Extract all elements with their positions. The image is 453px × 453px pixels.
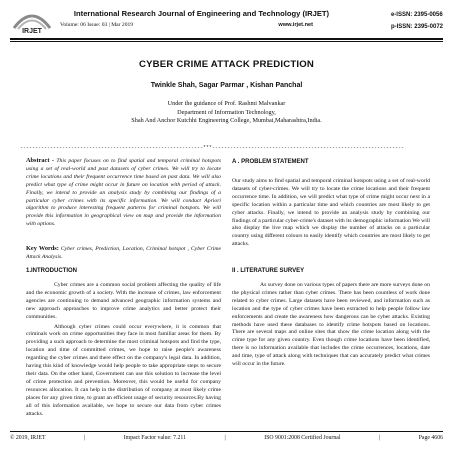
keywords bbox=[26, 245, 221, 262]
copyright: © 2019, IRJET bbox=[10, 435, 46, 441]
abstract-text: This paper focuses on to find spatial and temporal criminal hotspots using a set of real-world and past datasets of cyber crimes. We will try to locate crime locations and their frequent occurrence time based on past data. We will also predict what type of crime might occur in future on location with period of attack. Finally, we intend to provide an analysis study by combining our findings of a particular cyber crimes with its specific information. We will conduct Apriori algorithm to produce interesting frequent patterns for criminal hotspots. We will provide this information in geographical view on map and provide the information with options. bbox=[26, 158, 221, 228]
literature-survey-paragraph: As survey done on various types of papers there are more surveys done on the physical crimes rather than cyber crimes. There has been countless of work done related to cyber crimes. Large datasets have been reviewed, and information such as location and the type of cyber crimes have been extracted to help people follow law enforcements and create the awareness how dangerous can be cyber attacks. Existing methods have used these databases to identify crime hotspots based on locations. There are several maps and online sites that show the crime location along with the crime type for any given country. Even though crime locations have been identified, there is no information available that includes the crime occurrences, locations, date and time, type of attack along with techniques that can accurately predict what crimes will occur in the future. bbox=[232, 282, 430, 368]
problem-statement-heading: A . PROBLEM STATEMENT bbox=[232, 159, 309, 165]
journal-header bbox=[10, 8, 443, 38]
department-line: Department of Information Technology, bbox=[177, 108, 276, 116]
journal-website[interactable]: www.irjet.net bbox=[278, 22, 313, 28]
abstract-label: Abstract - bbox=[26, 157, 54, 164]
paper-authors: Twinkle Shah, Sagar Parmar , Kishan Panchal bbox=[150, 82, 303, 89]
keywords-text: Cyber crimes, Prediction, Location, Criminal hotspot , Cyber Crime Attack Analysis. bbox=[26, 246, 221, 260]
introduction-paragraph-2: Although cyber crimes could occur everywhere, it is common that criminals work on crime opportunities they face in most familiar areas for them. By providing a such approach to determine the most criminal hotspots and find the type, location and time of committed crimes, we hope to raise people's awareness regarding the cyber crimes and there effect on the company's legal data. In addition, having this kind of knowledge would help people to take appropriate steps to secure their data. On the other hand, Government can use this solution to increase the level of crime protection and prevention. Moreover, this would be useful for company resources allocation. It can help in the distribution of company at most likely crime places for any given time, to grant an efficient usage of security resources.By having all of this information available, we hope to secure our data from cyber crimes attacks. bbox=[26, 323, 221, 417]
college-line: Shah And Anchor Kutchhi Engineering College, Mumbai,Maharashtra,India. bbox=[131, 117, 322, 125]
introduction-paragraph-1: Cyber crimes are a common social problem affecting the quality of life and the economic growth of a society. With the increase of crimes, law enforcement agencies are continuing to demand advanced geographic information systems and new approach approaches to improve crime analytics and better protect their communities. bbox=[26, 282, 221, 320]
introduction-heading: 1.INTRODUCTION bbox=[26, 268, 77, 274]
section-separator: -------------------------------------------------------------***---------------------------------------------------------------- bbox=[20, 145, 405, 151]
eissn: e-ISSN: 2395-0056 bbox=[390, 12, 443, 18]
irjet-logo bbox=[10, 8, 54, 34]
paper-title: CYBER CRIME ATTACK PREDICTION bbox=[138, 59, 315, 70]
impact-factor: Impact Factor value: 7.211 bbox=[123, 435, 186, 441]
introduction-body bbox=[26, 282, 221, 418]
keywords-label: Key Words: bbox=[26, 245, 59, 252]
journal-meta bbox=[60, 22, 343, 28]
pissn: p-ISSN: 2395-0072 bbox=[390, 24, 443, 30]
svg-text:IRJET: IRJET bbox=[22, 28, 42, 34]
issn-block bbox=[391, 9, 443, 33]
problem-statement-body: Our study aims to find spatial and temporal criminal hotspots using a set of real-world datasets of cyber-crimes. We will try to locate the crime locations and their frequent occurrence time. In addition, we will predict what type of crime might occur next in a specific location within a particular time and which countries are most likely to get cyber attacks. Finally, we intend to provide an analysis study by combining our findings of a particular cyber-crime's dataset with its demographic information We will also display the live map which we display the number of attacks on a particular country using different colours to easily identify which countries are most likely to get attacks. bbox=[232, 178, 430, 248]
journal-name: International Research Journal of Engineering and Technology (IRJET) bbox=[73, 9, 330, 18]
guidance-line: Under the guidance of Prof. Rashmi Malvankar bbox=[167, 100, 286, 107]
iso-certification: ISO 9001:2008 Certified Journal bbox=[264, 435, 341, 441]
literature-survey-body bbox=[232, 282, 430, 369]
volume-issue: Volume: 06 Issue: 03 | Mar 2019 bbox=[60, 22, 134, 28]
affiliation bbox=[0, 100, 453, 126]
footer-rule bbox=[10, 431, 443, 432]
abstract bbox=[26, 157, 221, 229]
literature-survey-heading: II . LITERATURE SURVEY bbox=[232, 268, 305, 274]
header-rule-thin bbox=[10, 41, 443, 42]
page-footer: © 2019, IRJET | Impact Factor value: 7.211 | ISO 9001:2008 Certified Journal | Page 4606 bbox=[10, 435, 443, 441]
journal-title-block bbox=[60, 9, 343, 28]
page-number: Page 4606 bbox=[418, 435, 443, 441]
header-rule bbox=[10, 38, 443, 40]
